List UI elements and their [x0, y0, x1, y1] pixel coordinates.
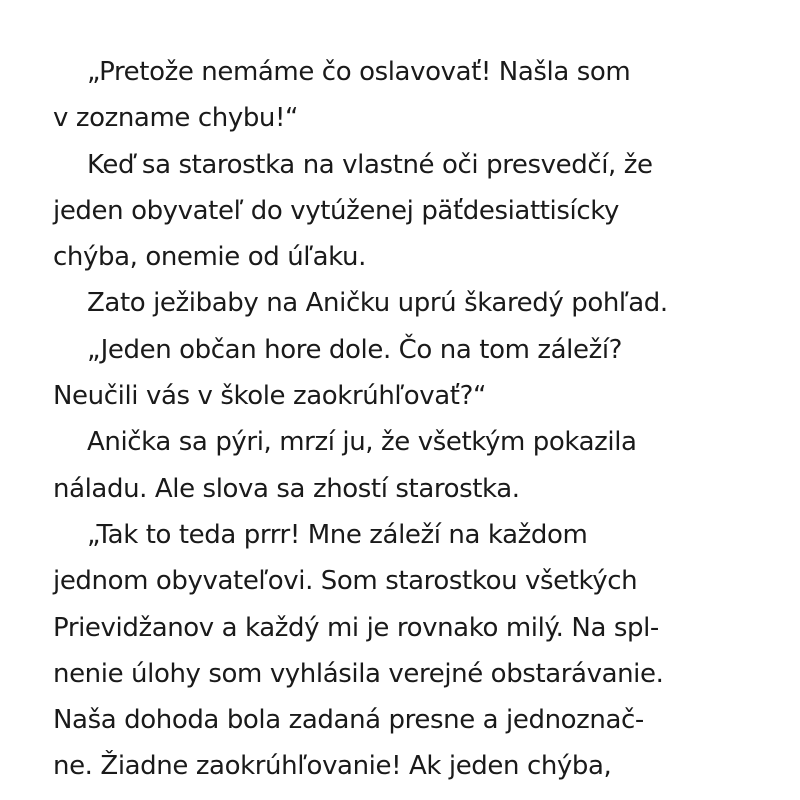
- text-line-8: Neučili vás v škole zaokrúhľovať?“: [53, 381, 487, 412]
- text-line-14: nenie úlohy som vyhlásila verejné obstarávanie.: [53, 658, 664, 689]
- text-line-9: Anička sa pýri, mrzí ju, že všetkým pokazila: [87, 427, 637, 458]
- text-line-13: Prievidžanov a každý mi je rovnako milý. Na spl-: [53, 612, 659, 643]
- text-line-3: Keď sa starostka na vlastné oči presvedčí, že: [87, 149, 653, 180]
- body-text: [53, 49, 753, 790]
- text-line-4: jeden obyvateľ do vytúženej päťdesiattisícky: [53, 195, 619, 226]
- text-line-10: náladu. Ale slova sa zhostí starostka.: [53, 473, 520, 504]
- text-line-6: Zato ježibaby na Aničku uprú škaredý pohľad.: [87, 288, 668, 319]
- text-line-11: „Tak to teda prrr! Mne záleží na každom: [87, 519, 588, 550]
- text-line-5: chýba, onemie od úľaku.: [53, 242, 366, 273]
- text-line-1: „Pretože nemáme čo oslavovať! Našla som: [87, 57, 631, 87]
- text-line-12: jednom obyvateľovi. Som starostkou všetkých: [53, 566, 638, 597]
- text-line-16: ne. Žiadne zaokrúhľovanie! Ak jeden chýba,: [53, 751, 612, 782]
- text-line-7: „Jeden občan hore dole. Čo na tom záleží?: [87, 334, 623, 365]
- text-line-15: Naša dohoda bola zadaná presne a jednoznač-: [53, 705, 644, 736]
- text-line-2: v zozname chybu!“: [53, 103, 299, 134]
